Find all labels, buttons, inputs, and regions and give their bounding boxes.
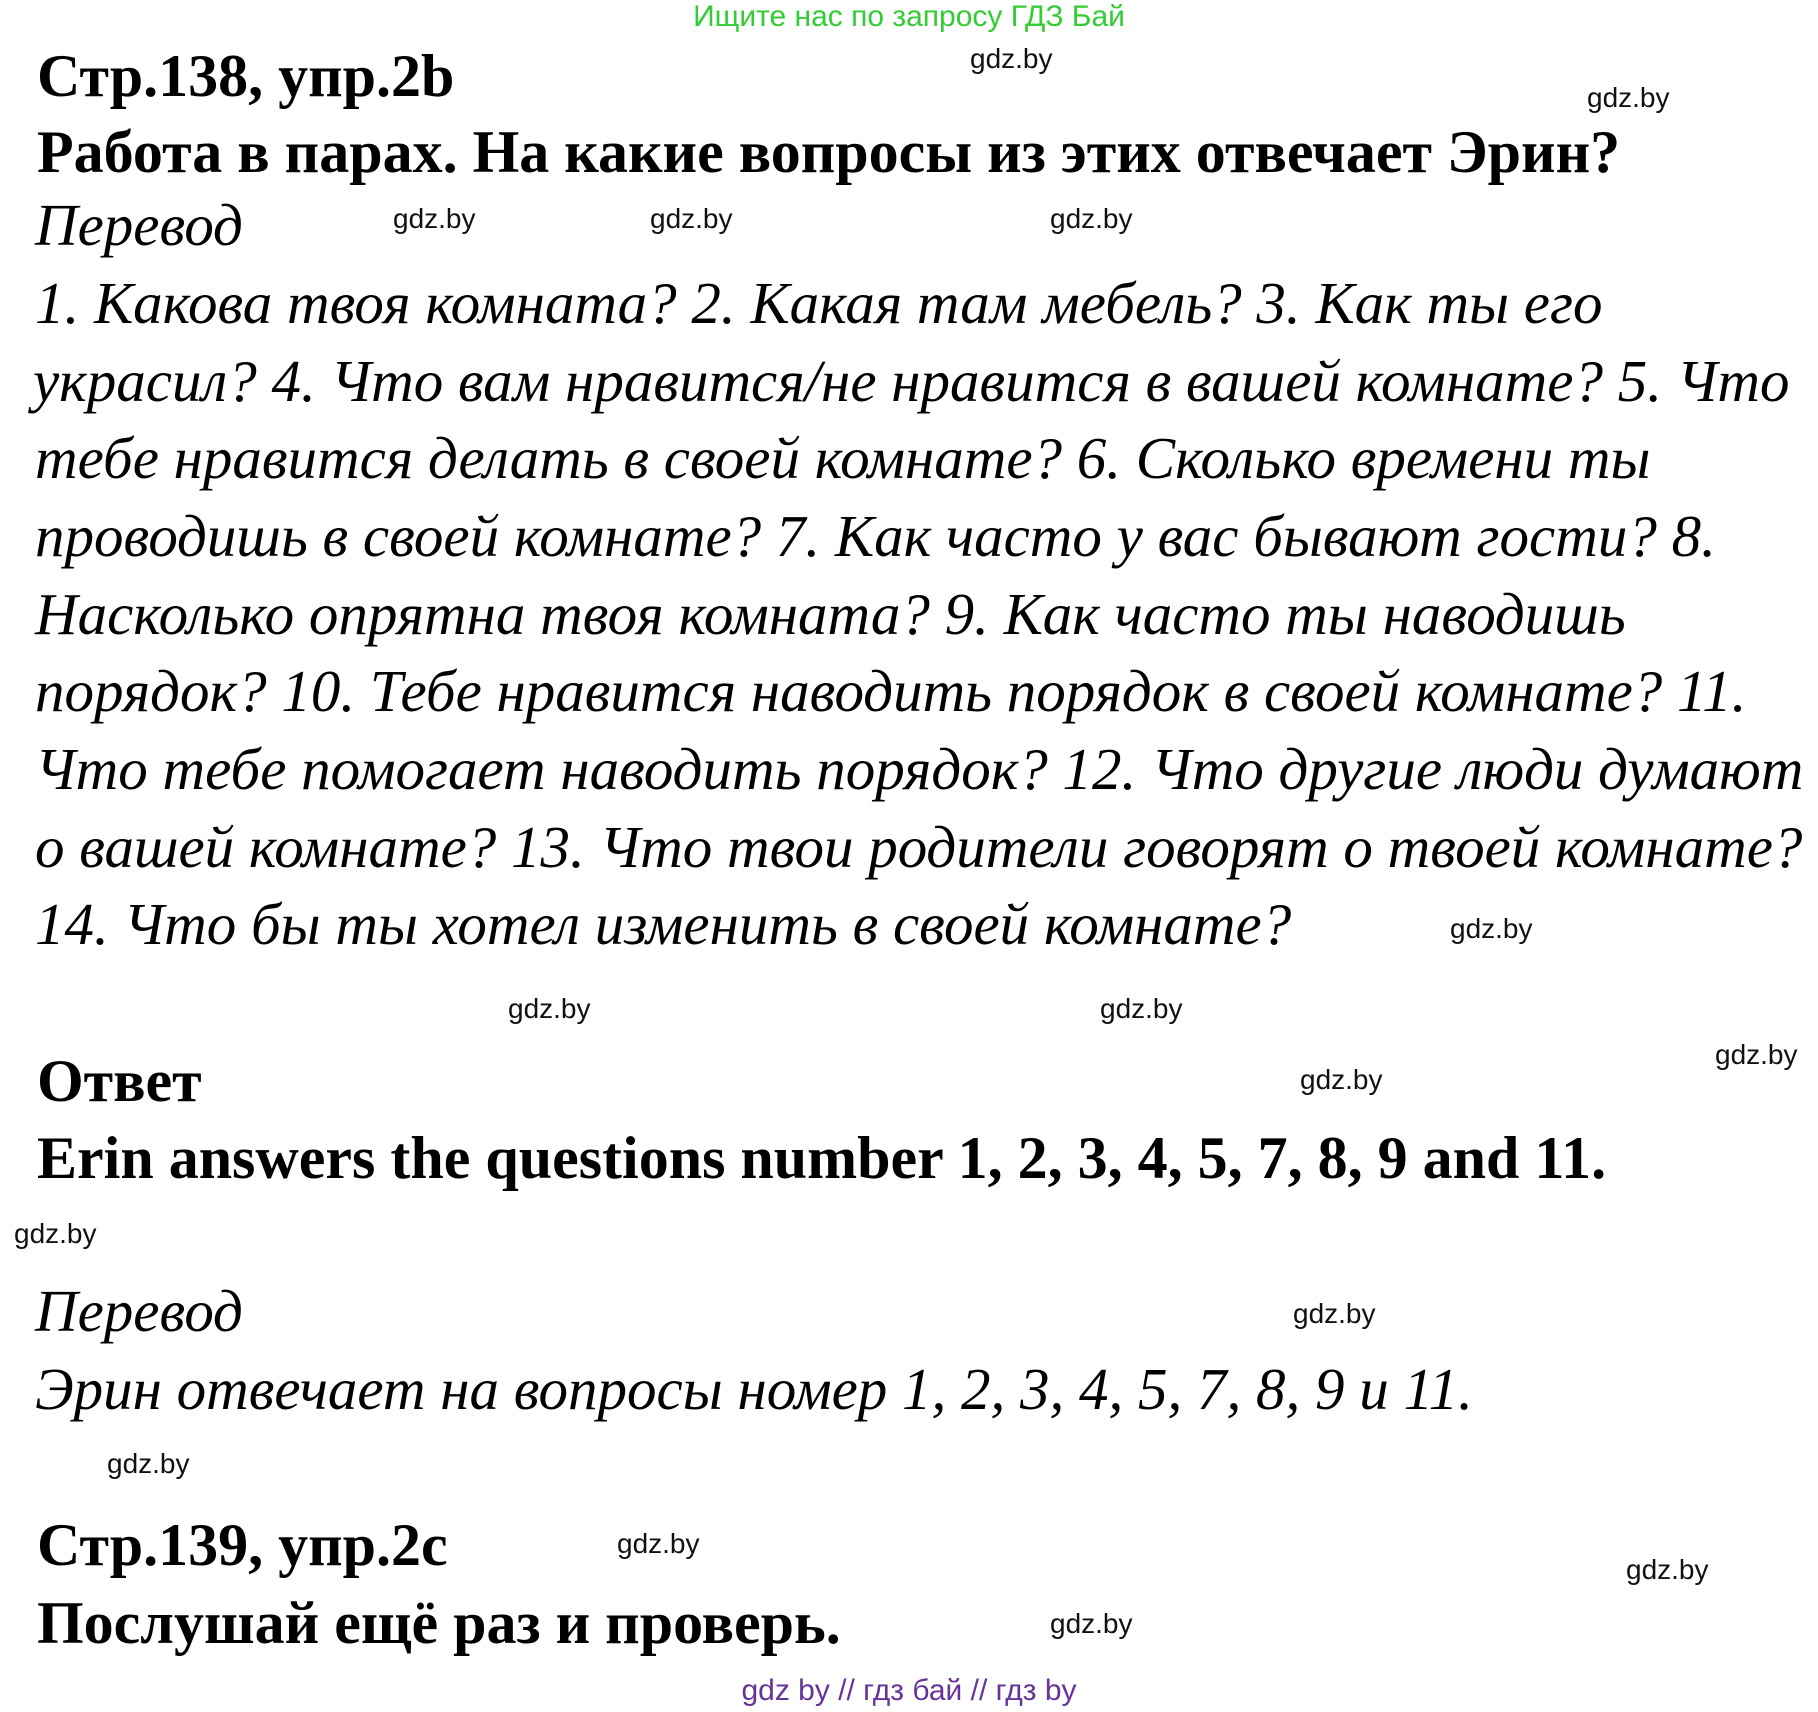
- translation-line: украсил? 4. Что вам нравится/не нравится в вашей комнате? 5. Что: [33, 348, 1790, 414]
- translation-line: о вашей комнате? 13. Что твои родители говорят о твоей комнате?: [35, 814, 1803, 880]
- watermark: gdz.by: [107, 1448, 190, 1479]
- watermark: gdz.by: [1293, 1298, 1376, 1329]
- translation-line: 1. Какова твоя комната? 2. Какая там мебель? 3. Как ты его: [35, 270, 1603, 336]
- watermark: gdz.by: [1050, 1608, 1133, 1639]
- watermark: gdz.by: [617, 1528, 700, 1559]
- task-text-2: Послушай ещё раз и проверь.: [37, 1590, 841, 1656]
- search-banner: Ищите нас по запросу ГДЗ Бай: [693, 0, 1125, 33]
- answer-label: Ответ: [37, 1048, 202, 1114]
- translation-line: порядок? 10. Тебе нравится наводить порядок в своей комнате? 11.: [35, 658, 1747, 724]
- watermark: gdz.by: [1715, 1039, 1798, 1070]
- watermark: gdz.by: [650, 203, 733, 234]
- watermark: gdz.by: [1626, 1554, 1709, 1585]
- watermark: gdz.by: [14, 1218, 97, 1249]
- translation-label: Перевод: [35, 192, 243, 258]
- task-text: Работа в парах. На какие вопросы из этих отвечает Эрин?: [37, 119, 1621, 185]
- watermark: gdz.by: [393, 203, 476, 234]
- footer-links: gdz by // гдз бай // гдз by: [741, 1674, 1077, 1707]
- answer-translation: Эрин отвечает на вопросы номер 1, 2, 3, 4, 5, 7, 8, 9 и 11.: [35, 1356, 1473, 1422]
- translation-line: тебе нравится делать в своей комнате? 6. Сколько времени ты: [35, 425, 1651, 491]
- translation-line: Насколько опрятна твоя комната? 9. Как часто ты наводишь: [35, 581, 1626, 647]
- watermark: gdz.by: [1587, 82, 1670, 113]
- section-heading-2: Стр.139, упр.2c: [37, 1512, 448, 1578]
- watermark: gdz.by: [970, 43, 1053, 74]
- watermark: gdz.by: [1100, 993, 1183, 1024]
- translation-line: 14. Что бы ты хотел изменить в своей комнате?: [35, 891, 1292, 957]
- watermark: gdz.by: [508, 993, 591, 1024]
- section-heading: Стр.138, упр.2b: [37, 43, 455, 109]
- translation-line: Что тебе помогает наводить порядок? 12. Что другие люди думают: [35, 736, 1804, 802]
- watermark: gdz.by: [1450, 913, 1533, 944]
- watermark: gdz.by: [1050, 203, 1133, 234]
- watermark: gdz.by: [1300, 1064, 1383, 1095]
- translation-line: проводишь в своей комнате? 7. Как часто у вас бывают гости? 8.: [35, 503, 1716, 569]
- answer-text: Erin answers the questions number 1, 2, 3, 4, 5, 7, 8, 9 and 11.: [37, 1125, 1607, 1191]
- answer-translation-label: Перевод: [35, 1278, 243, 1344]
